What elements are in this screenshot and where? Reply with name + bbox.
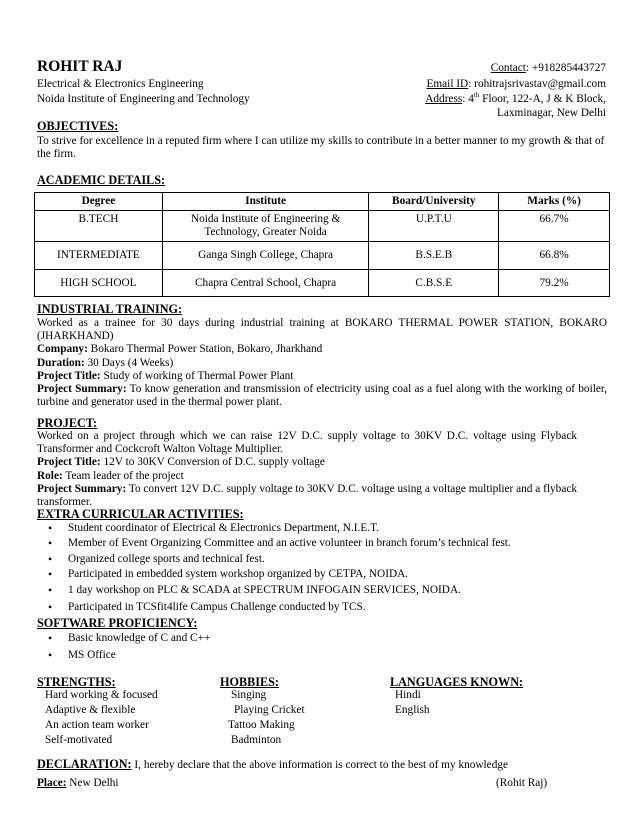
- cell-degree: B.TECH: [35, 211, 163, 242]
- list-item: Tattoo Making: [228, 719, 295, 731]
- cell-institute: Chapra Central School, Chapra: [162, 270, 369, 297]
- objectives-heading: OBJECTIVES:: [37, 119, 119, 133]
- strengths-list: [45, 689, 158, 749]
- list-item: • Basic knowledge of C and C++: [37, 632, 607, 649]
- cell-marks: 79.2%: [499, 270, 610, 297]
- contact-info: [491, 62, 606, 75]
- table-header-row: [35, 193, 610, 211]
- table-row: [35, 211, 610, 242]
- training-heading: INDUSTRIAL TRAINING:: [37, 302, 183, 316]
- address-rest: Floor, 122-A, J & K Block,: [479, 93, 606, 105]
- list-item: Self-motivated: [45, 734, 113, 746]
- address-line2: Laxminagar, New Delhi: [496, 107, 606, 119]
- list-item: • Student coordinator of Electrical & Electronics Department, N.I.E.T.: [37, 522, 607, 537]
- col-marks: Marks (%): [499, 193, 610, 211]
- hobbies-heading: HOBBIES:: [220, 675, 279, 689]
- project-section: [37, 430, 577, 509]
- list-item: • Organized college sports and technical fest.: [37, 553, 607, 568]
- extra-list: [37, 522, 607, 616]
- contact-value: : +918285443727: [525, 62, 606, 74]
- list-item: Adaptive & flexible: [45, 704, 136, 716]
- training-summary: [37, 383, 607, 409]
- company-value: Bokaro Thermal Power Station, Bokaro, Jharkhand: [87, 343, 323, 356]
- place: [37, 777, 119, 790]
- role-label: Role:: [37, 469, 63, 482]
- objectives-text: To strive for excellence in a reputed firm where I can utilize my skills to contribute in a better manner to my growth & that of the firm.: [37, 135, 605, 161]
- table-row: [35, 242, 610, 270]
- project-summary: [37, 483, 577, 509]
- address-label: Address: [425, 93, 463, 105]
- project-intro: Worked on a project through which we can raise 12V D.C. supply voltage to 30KV D.C. voltage using Flyback Transformer and Cockcroft Walton Voltage Multiplier.: [37, 430, 577, 456]
- training-title-value: Study of working of Thermal Power Plant: [100, 369, 294, 382]
- list-item: Hindi: [395, 689, 421, 701]
- candidate-name: ROHIT RAJ: [37, 58, 123, 75]
- email-value: : rohitrajsrivastav@gmail.com: [468, 78, 606, 90]
- col-institute: Institute: [162, 193, 369, 211]
- academic-table: [34, 192, 610, 297]
- languages-list: [395, 689, 430, 719]
- list-item: Hard working & focused: [45, 689, 158, 701]
- software-heading: SOFTWARE PROFICIENCY:: [37, 616, 198, 630]
- cell-board: B.S.E.B: [369, 242, 499, 270]
- list-item: • Participated in TCSfit4life Campus Challenge conducted by TCS.: [37, 601, 607, 616]
- address-info: [425, 93, 606, 106]
- signature: (Rohit Raj): [496, 777, 548, 789]
- cell-institute: Ganga Singh College, Chapra: [162, 242, 369, 270]
- col-board: Board/University: [369, 193, 499, 211]
- cell-marks: 66.8%: [499, 242, 610, 270]
- cell-degree: INTERMEDIATE: [35, 242, 163, 270]
- role-value: Team leader of the project: [62, 469, 184, 482]
- list-item: English: [395, 704, 430, 716]
- email-label: Email ID: [426, 78, 469, 90]
- declaration-label: DECLARATION:: [37, 757, 132, 771]
- list-item: Playing Cricket: [234, 704, 305, 716]
- list-item: An action team worker: [45, 719, 149, 731]
- cell-institute: Noida Institute of Engineering & Technology, Greater Noida: [162, 211, 369, 242]
- languages-heading: LANGUAGES KNOWN:: [390, 675, 524, 689]
- contact-label: Contact: [490, 62, 526, 74]
- table-row: [35, 270, 610, 297]
- cell-board: C.B.S.E: [369, 270, 499, 297]
- address-prefix: : 4: [462, 93, 474, 105]
- hobbies-list: [228, 689, 305, 749]
- address-sup: th: [473, 91, 480, 100]
- training-intro: Worked as a trainee for 30 days during industrial training at BOKARO THERMAL POWER STATION, BOKARO (JHARKHAND): [37, 317, 607, 343]
- list-item: • Member of Event Organizing Committee and an active volunteer in branch forum’s technical fest.: [37, 537, 607, 552]
- place-value: New Delhi: [66, 777, 119, 789]
- project-title-label: Project Title:: [37, 456, 101, 469]
- cell-marks: 66.7%: [499, 211, 610, 242]
- declaration: [37, 758, 508, 772]
- training-section: [37, 317, 607, 409]
- email-info: [426, 78, 606, 91]
- college-line: Noida Institute of Engineering and Technology: [37, 93, 250, 105]
- list-item: • Participated in embedded system workshop organized by CETPA, NOIDA.: [37, 568, 607, 583]
- training-summary-label: Project Summary:: [37, 383, 127, 396]
- extra-heading: EXTRA CURRICULAR ACTIVITIES:: [37, 507, 244, 521]
- duration-value: 30 Days (4 Weeks): [84, 356, 174, 369]
- list-item: • 1 day workshop on PLC & SCADA at SPECTRUM INFOGAIN SERVICES, NOIDA.: [37, 584, 607, 599]
- training-duration: [37, 357, 607, 370]
- strengths-heading: STRENGTHS:: [37, 675, 116, 689]
- academic-heading: ACADEMIC DETAILS:: [37, 173, 166, 187]
- company-label: Company:: [37, 343, 88, 356]
- project-heading: PROJECT:: [37, 416, 98, 430]
- cell-board: U.P.T.U: [369, 211, 499, 242]
- training-company: [37, 343, 607, 356]
- col-degree: Degree: [35, 193, 163, 211]
- declaration-text: I, hereby declare that the above information is correct to the best of my knowledge: [131, 759, 509, 771]
- training-title: [37, 370, 607, 383]
- project-summary-value: To convert 12V D.C. supply voltage to 30KV D.C. voltage using a voltage multiplier and a flyback transformer.: [37, 482, 577, 509]
- software-list: [37, 632, 607, 664]
- project-role: [37, 470, 577, 483]
- cell-degree: HIGH SCHOOL: [35, 270, 163, 297]
- project-title-value: 12V to 30KV Conversion of D.C. supply voltage: [100, 456, 325, 469]
- list-item: Singing: [231, 689, 267, 701]
- project-summary-label: Project Summary:: [37, 482, 127, 495]
- duration-label: Duration:: [37, 356, 85, 369]
- training-summary-value: To know generation and transmission of electricity using coal as a fuel along with the working of boiler, turbine and generator used in the thermal power plant.: [37, 383, 607, 409]
- place-label: Place:: [37, 777, 67, 789]
- training-title-label: Project Title:: [37, 369, 101, 382]
- degree-line: Electrical & Electronics Engineering: [37, 78, 204, 90]
- project-title: [37, 456, 577, 469]
- list-item: Badminton: [231, 734, 282, 746]
- list-item: • MS Office: [37, 649, 607, 664]
